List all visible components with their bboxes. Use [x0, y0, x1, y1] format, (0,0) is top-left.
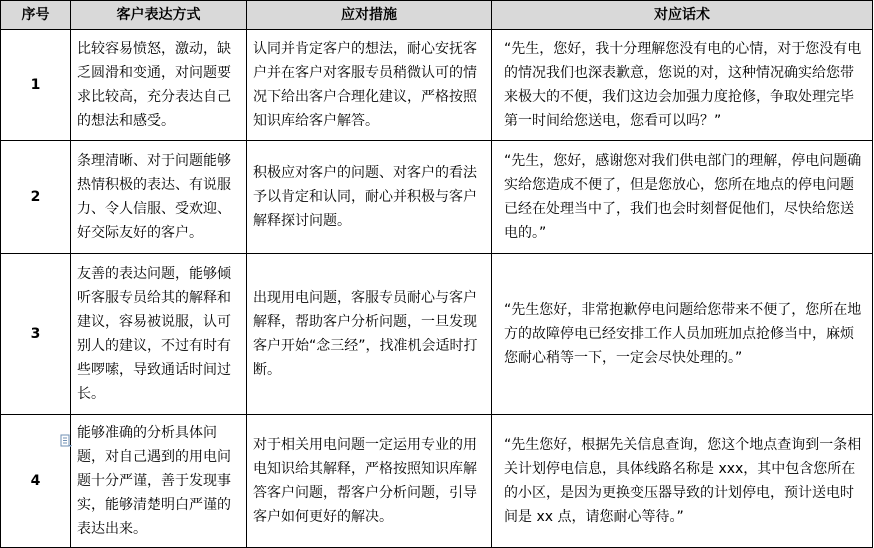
row-num: 1: [1, 30, 71, 141]
response-measure-cell: 认同并肯定客户的想法，耐心安抚客户并在客户对客服专员稍微认可的情况下给出客户合理化建议，严格按照知识库给客户解答。: [247, 30, 492, 141]
table-header-row: [1, 1, 873, 30]
response-script-cell: “先生，您好，感谢您对我们供电部门的理解，停电问题确实给您造成不便了，但是您放心，您所在地点的停电问题已经在处理当中了，我们也会时刻督促他们，尽快给您送电的。”: [492, 141, 873, 254]
header-response-script: 对应话术: [492, 1, 873, 30]
header-response-measure: 应对措施: [247, 1, 492, 30]
row-num: 3: [1, 254, 71, 415]
response-measure-cell: 对于相关用电问题一定运用专业的用电知识给其解释，严格按照知识库解答客户问题，帮客户分析问题，引导客户如何更好的解决。: [247, 415, 492, 548]
table-row: [1, 254, 873, 415]
response-script-cell: “先生，您好，我十分理解您没有电的心情，对于您没有电的情况我们也深表歉意，您说的对，这种情况确实给您带来极大的不便，我们这边会加强力度抢修，争取处理完毕第一时间给您送电，您看可以吗？”: [492, 30, 873, 141]
expression-style-cell: 友善的表达问题，能够倾听客服专员给其的解释和建议，容易被说服，认可别人的建议，不过有时有些啰嗦，导致通话时间过长。: [71, 254, 247, 415]
response-script-cell: “先生您好，根据先关信息查询，您这个地点查询到一条相关计划停电信息，具体线路名称是 xxx，其中包含您所在的小区，是因为更换变压器导致的计划停电，预计送电时间是 xx 点，请您耐心等待。”: [492, 415, 873, 548]
row-num: 4: [1, 415, 71, 548]
expression-style-cell: 条理清晰、对于问题能够热情积极的表达、有说服力、令人信服、受欢迎、好交际友好的客户。: [71, 141, 247, 254]
response-script-cell: “先生您好，非常抱歉停电问题给您带来不便了，您所在地方的故障停电已经安排工作人员加班加点抢修当中，麻烦您耐心稍等一下，一定会尽快处理的。”: [492, 254, 873, 415]
header-num: 序号: [1, 1, 71, 30]
header-expression-style: 客户表达方式: [71, 1, 247, 30]
response-measure-cell: 出现用电问题，客服专员耐心与客户解释，帮助客户分析问题，一旦发现客户开始“念三经”，找准机会适时打断。: [247, 254, 492, 415]
row-num: 2: [1, 141, 71, 254]
expression-style-cell: 能够准确的分析具体问题，对自己遇到的用电问题十分严谨，善于发现事实，能够清楚明白严谨的表达出来。: [71, 415, 247, 548]
response-measure-cell: 积极应对客户的问题、对客户的看法予以肯定和认同，耐心并积极与客户解释探讨问题。: [247, 141, 492, 254]
table-row: [1, 415, 873, 548]
table-row: [1, 30, 873, 141]
table-row: [1, 141, 873, 254]
expression-style-cell: 比较容易愤怒，激动，缺乏圆滑和变通，对问题要求比较高，充分表达自己的想法和感受。: [71, 30, 247, 141]
paste-options-icon[interactable]: [60, 434, 72, 448]
